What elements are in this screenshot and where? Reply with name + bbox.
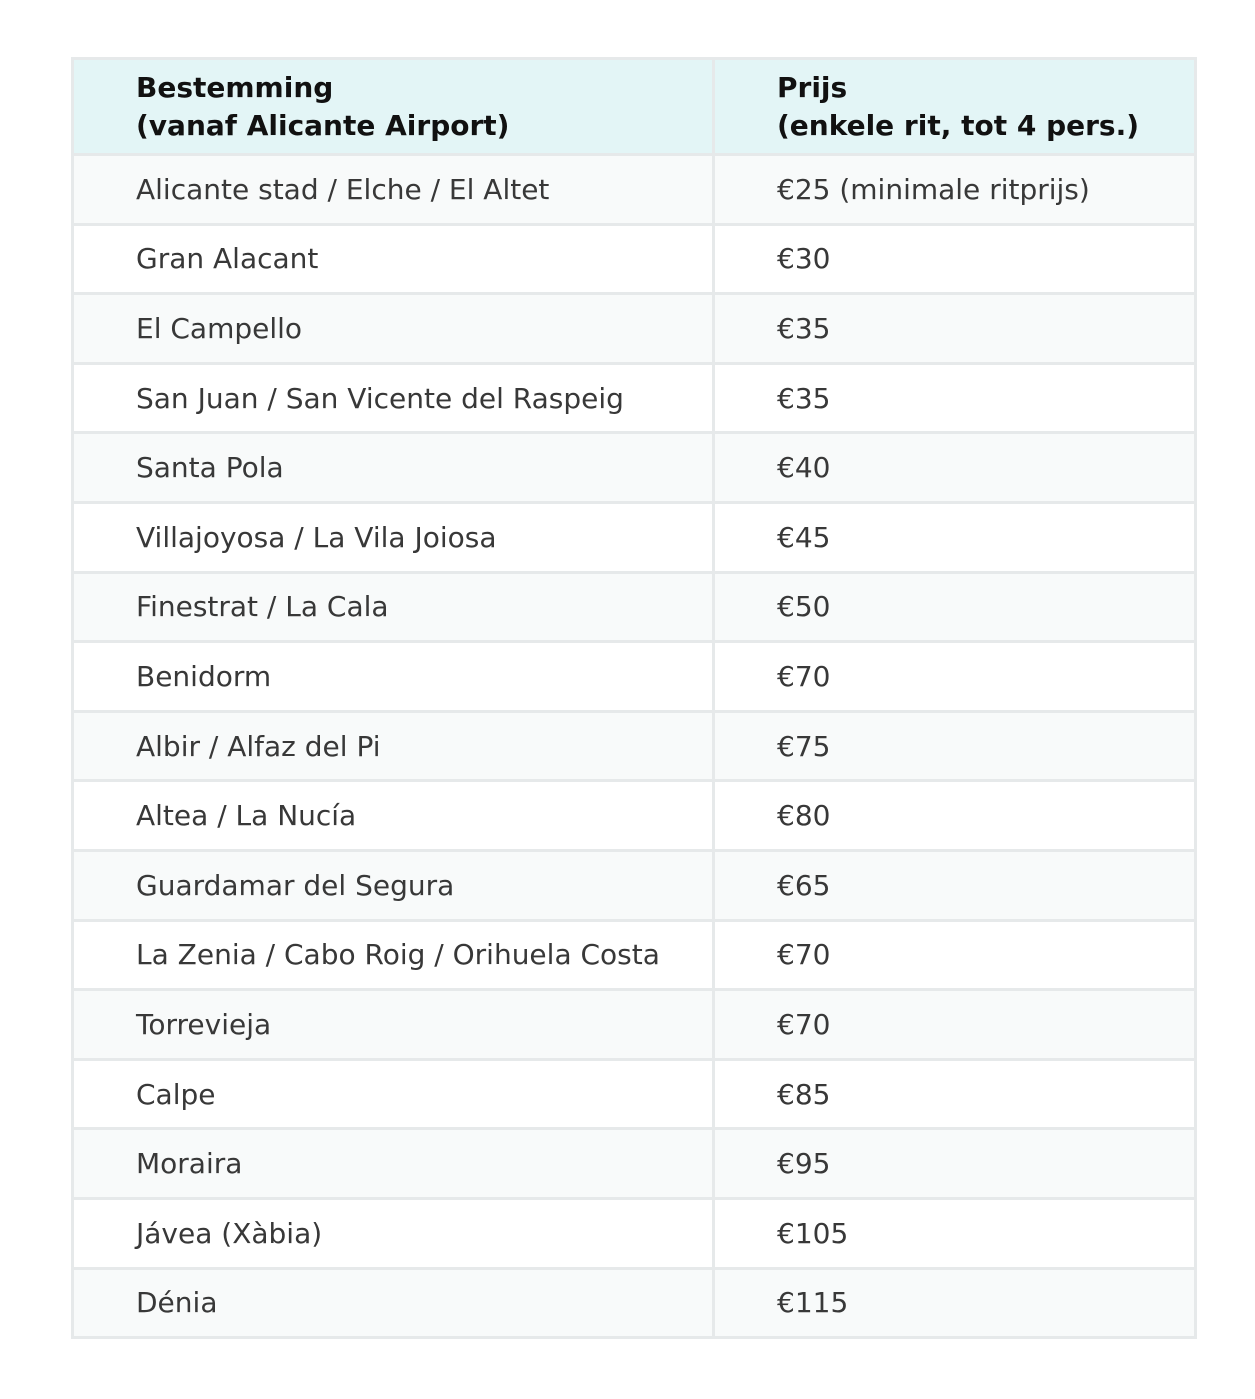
table-row (73, 642, 1196, 712)
destination-cell: Albir / Alfaz del Pi (73, 711, 714, 781)
table-row (73, 1129, 1196, 1199)
price-cell: €25 (minimale ritprijs) (714, 155, 1196, 225)
price-cell: €105 (714, 1198, 1196, 1268)
table-row (73, 502, 1196, 572)
price-cell: €70 (714, 642, 1196, 712)
price-cell: €75 (714, 711, 1196, 781)
header-price-subtitle: (enkele rit, tot 4 pers.) (777, 108, 1140, 142)
price-cell: €70 (714, 920, 1196, 990)
header-price-title: Prijs (777, 70, 848, 104)
destination-cell: El Campello (73, 294, 714, 364)
destination-cell: Santa Pola (73, 433, 714, 503)
table-row (73, 224, 1196, 294)
price-table (71, 57, 1197, 1339)
destination-cell: Guardamar del Segura (73, 850, 714, 920)
price-cell: €115 (714, 1268, 1196, 1338)
destination-cell: Finestrat / La Cala (73, 572, 714, 642)
table-row (73, 363, 1196, 433)
price-cell: €45 (714, 502, 1196, 572)
table-row (73, 1059, 1196, 1129)
table-row (73, 711, 1196, 781)
destination-cell: Gran Alacant (73, 224, 714, 294)
price-cell: €65 (714, 850, 1196, 920)
table-row (73, 155, 1196, 225)
price-cell: €70 (714, 990, 1196, 1060)
table-row (73, 1198, 1196, 1268)
price-cell: €35 (714, 294, 1196, 364)
price-cell: €85 (714, 1059, 1196, 1129)
price-cell: €40 (714, 433, 1196, 503)
destination-cell: Dénia (73, 1268, 714, 1338)
destination-cell: Villajoyosa / La Vila Joiosa (73, 502, 714, 572)
header-destination-title: Bestemming (136, 70, 334, 104)
destination-cell: La Zenia / Cabo Roig / Orihuela Costa (73, 920, 714, 990)
table-body (73, 155, 1196, 1338)
destination-cell: Altea / La Nucía (73, 781, 714, 851)
destination-cell: Jávea (Xàbia) (73, 1198, 714, 1268)
price-cell: €50 (714, 572, 1196, 642)
header-destination-subtitle: (vanaf Alicante Airport) (136, 108, 510, 142)
table-row (73, 850, 1196, 920)
destination-cell: Torrevieja (73, 990, 714, 1060)
price-cell: €80 (714, 781, 1196, 851)
table-row (73, 433, 1196, 503)
table-row (73, 781, 1196, 851)
destination-cell: Alicante stad / Elche / El Altet (73, 155, 714, 225)
destination-cell: Benidorm (73, 642, 714, 712)
header-price (714, 59, 1196, 155)
price-cell: €95 (714, 1129, 1196, 1199)
table-row (73, 1268, 1196, 1338)
header-destination (73, 59, 714, 155)
table-row (73, 572, 1196, 642)
table-row (73, 990, 1196, 1060)
destination-cell: San Juan / San Vicente del Raspeig (73, 363, 714, 433)
destination-cell: Calpe (73, 1059, 714, 1129)
price-cell: €35 (714, 363, 1196, 433)
destination-cell: Moraira (73, 1129, 714, 1199)
table-header-row (73, 59, 1196, 155)
price-cell: €30 (714, 224, 1196, 294)
table-row (73, 294, 1196, 364)
table-row (73, 920, 1196, 990)
